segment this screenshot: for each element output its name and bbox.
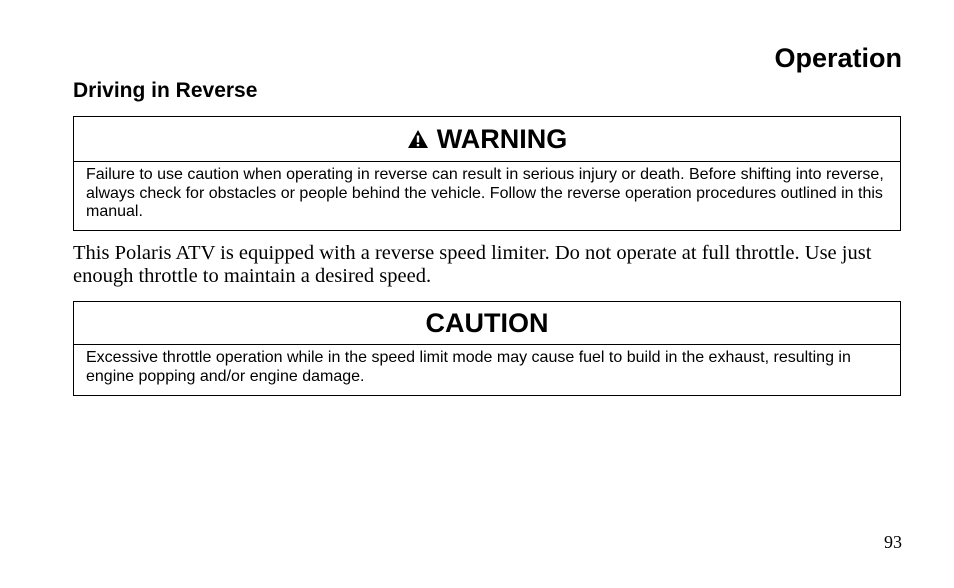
warning-header [74, 117, 900, 162]
caution-text: Excessive throttle operation while in the speed limit mode may cause fuel to build in the exhaust, resulting in engine popping and/or engine damage. [86, 349, 851, 385]
warning-title: WARNING [436, 123, 568, 154]
caution-title: CAUTION [425, 307, 549, 338]
warning-triangle-icon [407, 129, 429, 149]
warning-text: Failure to use caution when operating in reverse can result in serious injury or death. Before shifting into reverse, always check for obstacles or people behind the vehicle. Follow the reverse operation procedures outlined in this manual. [86, 166, 884, 220]
warning-box [73, 116, 901, 231]
subheading: Driving in Reverse [73, 79, 258, 102]
body-paragraph: This Polaris ATV is equipped with a reverse speed limiter. Do not operate at full throttle. Use just enough throttle to maintain a desired speed. [73, 242, 872, 287]
page-number: 93 [884, 532, 902, 552]
caution-box [73, 301, 901, 396]
section-title: Operation [774, 43, 902, 73]
caution-header [74, 302, 900, 345]
